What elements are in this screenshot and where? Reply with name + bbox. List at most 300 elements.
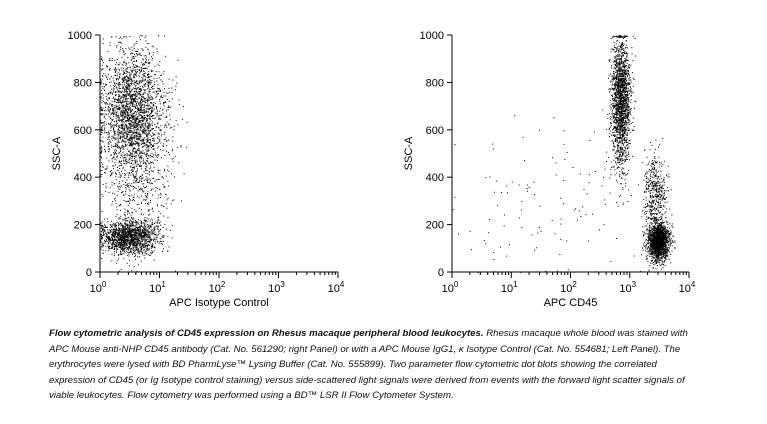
data-point (624, 107, 625, 108)
data-point (106, 124, 107, 125)
data-point (113, 78, 114, 79)
data-point (127, 214, 128, 215)
data-point (150, 225, 151, 226)
data-point (612, 48, 613, 49)
data-point (137, 241, 138, 242)
data-point (146, 156, 147, 157)
data-point (120, 137, 121, 138)
data-point (118, 245, 119, 246)
data-point (129, 87, 130, 88)
data-point (167, 99, 168, 100)
data-point (139, 80, 140, 81)
data-point (158, 227, 159, 228)
data-point (130, 225, 131, 226)
data-point (109, 45, 110, 46)
data-point (125, 187, 126, 188)
data-point (631, 99, 632, 100)
data-point (109, 230, 110, 231)
data-point (136, 72, 137, 73)
data-point (176, 120, 177, 121)
data-point (154, 92, 155, 93)
data-point (117, 234, 118, 235)
data-point (144, 71, 145, 72)
data-point (159, 141, 160, 142)
data-point (114, 236, 115, 237)
data-point (158, 142, 159, 143)
data-point (145, 195, 146, 196)
data-point (117, 260, 118, 261)
data-point (178, 60, 179, 61)
data-point (113, 223, 114, 224)
data-point (148, 239, 149, 240)
data-point (127, 107, 128, 108)
data-point (111, 145, 112, 146)
data-point (157, 78, 158, 79)
data-point (150, 131, 151, 132)
data-point (134, 250, 135, 251)
data-point (132, 118, 133, 119)
data-point (137, 243, 138, 244)
data-point (162, 244, 163, 245)
data-point (125, 246, 126, 247)
data-point (124, 246, 125, 247)
data-point (108, 232, 109, 233)
data-point (130, 190, 131, 191)
data-point (131, 233, 132, 234)
data-point (619, 140, 620, 141)
data-point (116, 108, 117, 109)
data-point (115, 85, 116, 86)
data-point (104, 130, 105, 131)
data-point (102, 141, 103, 142)
data-point (132, 57, 133, 58)
data-point (116, 62, 117, 63)
data-point (136, 225, 137, 226)
data-point (104, 224, 105, 225)
data-point (125, 182, 126, 183)
data-point (150, 126, 151, 127)
data-point (147, 119, 148, 120)
data-point (138, 238, 139, 239)
data-point (122, 236, 123, 237)
data-point (166, 127, 167, 128)
data-point (134, 167, 135, 168)
data-point (140, 88, 141, 89)
data-point (164, 132, 165, 133)
data-point (147, 144, 148, 145)
data-point (112, 127, 113, 128)
data-point (145, 61, 146, 62)
data-point (157, 143, 158, 144)
data-point (126, 131, 127, 132)
data-point (115, 146, 116, 147)
data-point (129, 76, 130, 77)
data-point (624, 124, 625, 125)
data-point (187, 122, 188, 123)
data-point (138, 121, 139, 122)
data-point (615, 52, 616, 53)
data-point (128, 87, 129, 88)
data-point (133, 175, 134, 176)
data-point (131, 59, 132, 60)
data-point (115, 226, 116, 227)
data-point (171, 88, 172, 89)
data-point (135, 156, 136, 157)
data-point (122, 239, 123, 240)
data-point (118, 96, 119, 97)
data-point (101, 170, 102, 171)
data-point (102, 211, 103, 212)
data-point (112, 106, 113, 107)
data-point (141, 103, 142, 104)
data-point (129, 246, 130, 247)
data-point (118, 240, 119, 241)
data-point (110, 232, 111, 233)
data-point (119, 76, 120, 77)
data-point (129, 150, 130, 151)
data-point (123, 36, 124, 37)
data-point (129, 256, 130, 257)
data-point (107, 232, 108, 233)
data-point (151, 233, 152, 234)
data-point (115, 231, 116, 232)
data-point (140, 129, 141, 130)
data-point (149, 174, 150, 175)
data-point (122, 145, 123, 146)
data-point (135, 239, 136, 240)
data-point (116, 150, 117, 151)
data-point (146, 249, 147, 250)
data-point (135, 137, 136, 138)
data-point (145, 145, 146, 146)
data-point (119, 86, 120, 87)
data-point (137, 239, 138, 240)
data-point (159, 139, 160, 140)
data-point (147, 235, 148, 236)
data-point (113, 108, 114, 109)
data-point (146, 243, 147, 244)
data-point (607, 118, 608, 119)
data-point (148, 158, 149, 159)
data-point (160, 241, 161, 242)
data-point (120, 246, 121, 247)
data-point (154, 78, 155, 79)
data-point (164, 106, 165, 107)
data-point (122, 180, 123, 181)
data-point (120, 242, 121, 243)
data-point (136, 136, 137, 137)
data-point (116, 120, 117, 121)
data-point (101, 236, 102, 237)
data-point (166, 117, 167, 118)
data-point (137, 168, 138, 169)
data-point (134, 180, 135, 181)
data-point (112, 158, 113, 159)
data-point (133, 138, 134, 139)
data-point (128, 98, 129, 99)
data-point (136, 43, 137, 44)
data-point (116, 45, 117, 46)
data-point (133, 68, 134, 69)
data-point (133, 174, 134, 175)
data-point (107, 94, 108, 95)
data-point (108, 109, 109, 110)
data-point (144, 234, 145, 235)
data-point (150, 115, 151, 116)
data-point (125, 48, 126, 49)
data-point (129, 252, 130, 253)
data-point (111, 244, 112, 245)
data-point (122, 147, 123, 148)
data-point (115, 91, 116, 92)
data-point (630, 113, 631, 114)
data-point (135, 94, 136, 95)
data-point (617, 108, 618, 109)
x-tick-label: $10^2$ (208, 280, 226, 295)
data-point (137, 196, 138, 197)
data-point (130, 109, 131, 110)
data-point (170, 119, 171, 120)
data-point (142, 81, 143, 82)
data-point (634, 79, 635, 80)
data-point (132, 228, 133, 229)
data-point (160, 103, 161, 104)
data-point (634, 126, 635, 127)
data-point (126, 101, 127, 102)
data-point (121, 92, 122, 93)
data-point (112, 112, 113, 113)
data-point (111, 37, 112, 38)
data-point (130, 200, 131, 201)
data-point (132, 254, 133, 255)
data-point (160, 125, 161, 126)
data-point (166, 176, 167, 177)
data-point (168, 198, 169, 199)
data-point (132, 249, 133, 250)
data-point (162, 176, 163, 177)
data-point (165, 125, 166, 126)
data-point (112, 224, 113, 225)
data-point (627, 148, 628, 149)
data-point (146, 136, 147, 137)
data-point (149, 242, 150, 243)
data-point (126, 243, 127, 244)
data-point (135, 108, 136, 109)
data-point (115, 233, 116, 234)
data-point (124, 135, 125, 136)
data-point (115, 75, 116, 76)
scatter-points (453, 35, 676, 273)
data-point (137, 161, 138, 162)
data-point (145, 73, 146, 74)
data-point (152, 46, 153, 47)
data-point (133, 106, 134, 107)
data-point (144, 249, 145, 250)
data-point (133, 252, 134, 253)
data-point (168, 217, 169, 218)
data-point (124, 61, 125, 62)
data-point (130, 94, 131, 95)
data-point (139, 69, 140, 70)
data-point (152, 80, 153, 81)
data-point (141, 143, 142, 144)
data-point (133, 167, 134, 168)
data-point (132, 153, 133, 154)
data-point (136, 230, 137, 231)
data-point (119, 181, 120, 182)
data-point (137, 256, 138, 257)
data-point (132, 170, 133, 171)
data-point (124, 94, 125, 95)
data-point (102, 109, 103, 110)
y-tick-label: 200 (73, 219, 92, 232)
data-point (136, 221, 137, 222)
data-point (124, 184, 125, 185)
data-point (123, 119, 124, 120)
data-point (147, 224, 148, 225)
data-point (144, 133, 145, 134)
data-point (119, 234, 120, 235)
data-point (108, 144, 109, 145)
data-point (102, 126, 103, 127)
data-point (166, 229, 167, 230)
data-point (136, 88, 137, 89)
data-point (120, 239, 121, 240)
data-point (121, 57, 122, 58)
data-point (144, 64, 145, 65)
data-point (147, 99, 148, 100)
data-point (102, 88, 103, 89)
data-point (162, 81, 163, 82)
data-point (631, 123, 632, 124)
data-point (107, 241, 108, 242)
data-point (116, 248, 117, 249)
data-point (102, 132, 103, 133)
data-point (113, 165, 114, 166)
data-point (609, 61, 610, 62)
data-point (155, 222, 156, 223)
data-point (114, 88, 115, 89)
data-point (130, 111, 131, 112)
data-point (611, 117, 612, 118)
data-point (130, 154, 131, 155)
data-point (148, 249, 149, 250)
data-point (121, 239, 122, 240)
data-point (120, 84, 121, 85)
data-point (102, 65, 103, 66)
data-point (129, 86, 130, 87)
data-point (137, 182, 138, 183)
data-point (132, 231, 133, 232)
data-point (119, 168, 120, 169)
data-point (126, 76, 127, 77)
data-point (117, 209, 118, 210)
data-point (147, 75, 148, 76)
data-point (138, 91, 139, 92)
data-point (124, 245, 125, 246)
data-point (168, 107, 169, 108)
data-point (139, 93, 140, 94)
data-point (146, 60, 147, 61)
data-point (117, 73, 118, 74)
data-point (143, 214, 144, 215)
data-point (135, 226, 136, 227)
data-point (134, 88, 135, 89)
data-point (132, 110, 133, 111)
data-point (127, 235, 128, 236)
data-point (123, 50, 124, 51)
data-point (143, 98, 144, 99)
data-point (129, 84, 130, 85)
data-point (156, 187, 157, 188)
data-point (136, 60, 137, 61)
data-point (129, 159, 130, 160)
data-point (150, 236, 151, 237)
data-point (173, 200, 174, 201)
data-point (139, 226, 140, 227)
data-point (141, 118, 142, 119)
data-point (114, 124, 115, 125)
data-point (132, 156, 133, 157)
data-point (132, 141, 133, 142)
data-point (145, 93, 146, 94)
data-point (619, 67, 620, 68)
data-point (116, 156, 117, 157)
data-point (114, 254, 115, 255)
data-point (138, 204, 139, 205)
data-point (118, 84, 119, 85)
data-point (138, 49, 139, 50)
data-point (105, 226, 106, 227)
data-point (164, 171, 165, 172)
data-point (117, 138, 118, 139)
data-point (135, 73, 136, 74)
data-point (102, 194, 103, 195)
data-point (109, 141, 110, 142)
data-point (115, 98, 116, 99)
data-point (151, 110, 152, 111)
data-point (168, 105, 169, 106)
data-point (117, 78, 118, 79)
data-point (123, 146, 124, 147)
data-point (155, 235, 156, 236)
data-point (609, 129, 610, 130)
data-point (116, 263, 117, 264)
data-point (118, 79, 119, 80)
data-point (146, 115, 147, 116)
data-point (134, 58, 135, 59)
data-point (115, 95, 116, 96)
data-point (146, 197, 147, 198)
data-point (158, 64, 159, 65)
data-point (114, 248, 115, 249)
data-point (131, 99, 132, 100)
data-point (610, 116, 611, 117)
data-point (147, 49, 148, 50)
data-point (119, 165, 120, 166)
data-point (101, 176, 102, 177)
data-point (129, 198, 130, 199)
data-point (152, 128, 153, 129)
data-point (150, 102, 151, 103)
data-point (124, 243, 125, 244)
data-point (152, 145, 153, 146)
data-point (135, 127, 136, 128)
data-point (148, 86, 149, 87)
data-point (116, 118, 117, 119)
data-point (148, 254, 149, 255)
data-point (103, 73, 104, 74)
